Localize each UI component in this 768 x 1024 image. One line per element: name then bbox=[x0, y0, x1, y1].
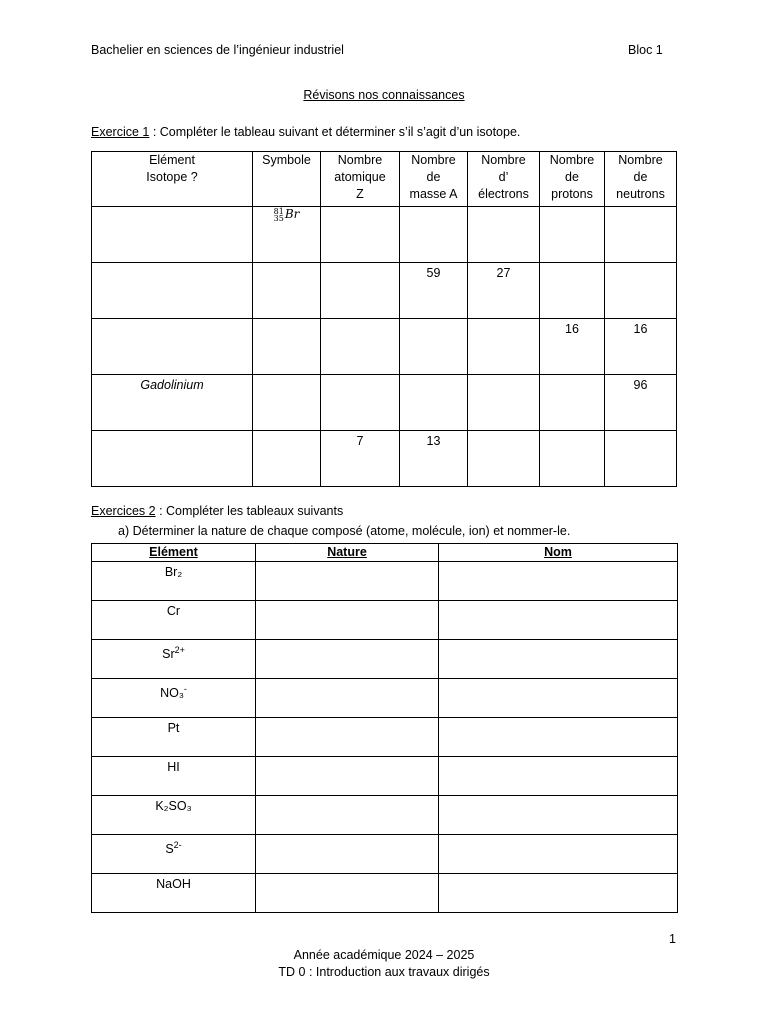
page-title: Révisons nos connaissances bbox=[303, 88, 465, 102]
formula-base: K₂SO₃ bbox=[155, 799, 192, 813]
table-cell bbox=[400, 375, 468, 431]
table-row bbox=[92, 757, 678, 796]
element-symbol: Br bbox=[284, 207, 300, 221]
name-cell bbox=[439, 640, 678, 679]
formula-subscript: ₂ bbox=[177, 565, 183, 579]
formula-base: NaOH bbox=[156, 877, 191, 891]
element-formula bbox=[92, 835, 256, 874]
table-cell: 96 bbox=[605, 375, 677, 431]
isotope-table bbox=[91, 151, 677, 487]
name-cell bbox=[439, 835, 678, 874]
formula-base: Sr bbox=[162, 647, 175, 662]
element-formula bbox=[92, 601, 256, 640]
table-cell bbox=[540, 263, 605, 319]
nature-cell bbox=[256, 757, 439, 796]
compound-table bbox=[91, 543, 678, 913]
atomic-number: 35 bbox=[273, 213, 284, 223]
table-cell: 59 bbox=[400, 263, 468, 319]
table-row bbox=[92, 562, 678, 601]
table-row bbox=[92, 431, 677, 487]
name-cell bbox=[439, 718, 678, 757]
page-number: 1 bbox=[669, 932, 676, 946]
column-header-line: protons bbox=[551, 187, 593, 201]
table-cell bbox=[605, 207, 677, 263]
element-formula bbox=[92, 796, 256, 835]
column-header-line: masse A bbox=[409, 187, 458, 201]
column-header-line: Symbole bbox=[262, 153, 311, 167]
table-cell bbox=[253, 431, 321, 487]
isotope-table-header bbox=[92, 152, 677, 207]
table-row bbox=[92, 640, 678, 679]
table-cell bbox=[253, 207, 321, 263]
table-cell: 16 bbox=[605, 319, 677, 375]
table-cell bbox=[253, 375, 321, 431]
table-cell bbox=[321, 375, 400, 431]
exercise2-label: Exercices 2 bbox=[91, 504, 156, 518]
formula-charge: 2+ bbox=[174, 645, 185, 655]
table-cell bbox=[468, 431, 540, 487]
footer-line-1: Année académique 2024 – 2025 bbox=[293, 948, 475, 962]
name-cell bbox=[439, 874, 678, 913]
table-row bbox=[92, 207, 677, 263]
table-cell bbox=[253, 319, 321, 375]
element-formula bbox=[92, 640, 256, 679]
element-formula bbox=[92, 757, 256, 796]
name-cell bbox=[439, 796, 678, 835]
nature-cell bbox=[256, 874, 439, 913]
column-header-line: neutrons bbox=[616, 187, 665, 201]
column-header-line: Elément bbox=[149, 153, 195, 167]
table-cell bbox=[468, 319, 540, 375]
column-header-line: Nombre bbox=[411, 153, 456, 167]
column-header bbox=[253, 152, 321, 207]
column-header bbox=[605, 152, 677, 207]
table-cell bbox=[400, 207, 468, 263]
column-header bbox=[400, 152, 468, 207]
compound-table-header bbox=[92, 544, 678, 562]
formula-subscript: ₃ bbox=[178, 686, 184, 701]
table-row bbox=[92, 601, 678, 640]
table-cell bbox=[321, 207, 400, 263]
column-header bbox=[321, 152, 400, 207]
table-row bbox=[92, 835, 678, 874]
nature-cell bbox=[256, 601, 439, 640]
footer-line-2: TD 0 : Introduction aux travaux dirigés bbox=[278, 965, 490, 979]
name-cell bbox=[439, 757, 678, 796]
column-header-line: électrons bbox=[478, 187, 529, 201]
table-cell bbox=[605, 263, 677, 319]
table-cell bbox=[540, 431, 605, 487]
table-cell bbox=[321, 319, 400, 375]
mass-number: 81 bbox=[273, 206, 284, 216]
table-cell bbox=[540, 207, 605, 263]
nature-cell bbox=[256, 796, 439, 835]
formula-base: S bbox=[165, 842, 174, 857]
column-header-line: Nombre bbox=[618, 153, 663, 167]
table-cell bbox=[92, 319, 253, 375]
element-formula bbox=[92, 874, 256, 913]
table-row bbox=[92, 375, 677, 431]
nuclide-numbers bbox=[274, 208, 284, 222]
table-row bbox=[92, 263, 677, 319]
column-header-line: atomique bbox=[334, 170, 386, 184]
column-header-label: Elément bbox=[149, 545, 198, 559]
formula-base: Pt bbox=[167, 721, 180, 735]
exercise2-instruction: : Compléter les tableaux suivants bbox=[155, 504, 344, 518]
column-header bbox=[92, 544, 256, 562]
table-cell bbox=[540, 375, 605, 431]
name-cell bbox=[439, 562, 678, 601]
table-cell: 13 bbox=[400, 431, 468, 487]
table-cell: 27 bbox=[468, 263, 540, 319]
table-cell bbox=[92, 207, 253, 263]
table-cell bbox=[400, 319, 468, 375]
formula-base: Br bbox=[164, 565, 178, 579]
nature-cell bbox=[256, 718, 439, 757]
element-formula bbox=[92, 718, 256, 757]
header-right: Bloc 1 bbox=[628, 43, 663, 57]
column-header-label: Nature bbox=[327, 545, 367, 559]
column-header-line: Z bbox=[356, 187, 364, 201]
table-row bbox=[92, 796, 678, 835]
table-cell: Gadolinium bbox=[92, 375, 253, 431]
column-header bbox=[540, 152, 605, 207]
column-header-line: Isotope ? bbox=[146, 170, 198, 184]
column-header-line: de bbox=[426, 170, 441, 184]
table-row bbox=[92, 319, 677, 375]
nature-cell bbox=[256, 679, 439, 718]
column-header-label: Nom bbox=[544, 545, 572, 559]
table-cell bbox=[468, 375, 540, 431]
formula-base: NO bbox=[160, 686, 179, 701]
header-left: Bachelier en sciences de l’ingénieur industriel bbox=[91, 43, 344, 57]
column-header-line: Nombre bbox=[549, 153, 595, 167]
table-cell bbox=[321, 263, 400, 319]
nature-cell bbox=[256, 835, 439, 874]
isotope-symbol bbox=[274, 207, 300, 221]
table-cell bbox=[92, 263, 253, 319]
table-cell: 7 bbox=[321, 431, 400, 487]
table-row bbox=[92, 718, 678, 757]
table-cell bbox=[253, 263, 321, 319]
formula-charge: - bbox=[183, 684, 187, 694]
nature-cell bbox=[256, 562, 439, 601]
table-row bbox=[92, 679, 678, 718]
element-formula bbox=[92, 562, 256, 601]
formula-base: HI bbox=[167, 760, 180, 774]
exercise1-instruction: : Compléter le tableau suivant et déterminer s’il s’agit d’un isotope. bbox=[149, 125, 521, 139]
exercise2-part-a: a) Déterminer la nature de chaque composé (atome, molécule, ion) et nommer-le. bbox=[118, 524, 571, 538]
column-header bbox=[439, 544, 678, 562]
column-header-line: de bbox=[565, 170, 579, 184]
name-cell bbox=[439, 601, 678, 640]
table-row bbox=[92, 874, 678, 913]
table-cell: 16 bbox=[540, 319, 605, 375]
column-header-line: Nombre bbox=[481, 153, 526, 167]
column-header bbox=[256, 544, 439, 562]
column-header-line: de bbox=[633, 170, 648, 184]
nature-cell bbox=[256, 640, 439, 679]
table-cell bbox=[605, 431, 677, 487]
element-formula bbox=[92, 679, 256, 718]
column-header-line: Nombre bbox=[337, 153, 383, 167]
exercise1-label: Exercice 1 bbox=[91, 125, 150, 139]
formula-charge: 2- bbox=[173, 840, 182, 850]
table-cell bbox=[468, 207, 540, 263]
name-cell bbox=[439, 679, 678, 718]
exercise1-heading bbox=[91, 125, 520, 139]
table-cell bbox=[92, 431, 253, 487]
column-header bbox=[468, 152, 540, 207]
exercise2-heading bbox=[91, 504, 343, 518]
column-header-line: d’ bbox=[498, 170, 509, 184]
column-header bbox=[92, 152, 253, 207]
formula-base: Cr bbox=[166, 604, 181, 618]
